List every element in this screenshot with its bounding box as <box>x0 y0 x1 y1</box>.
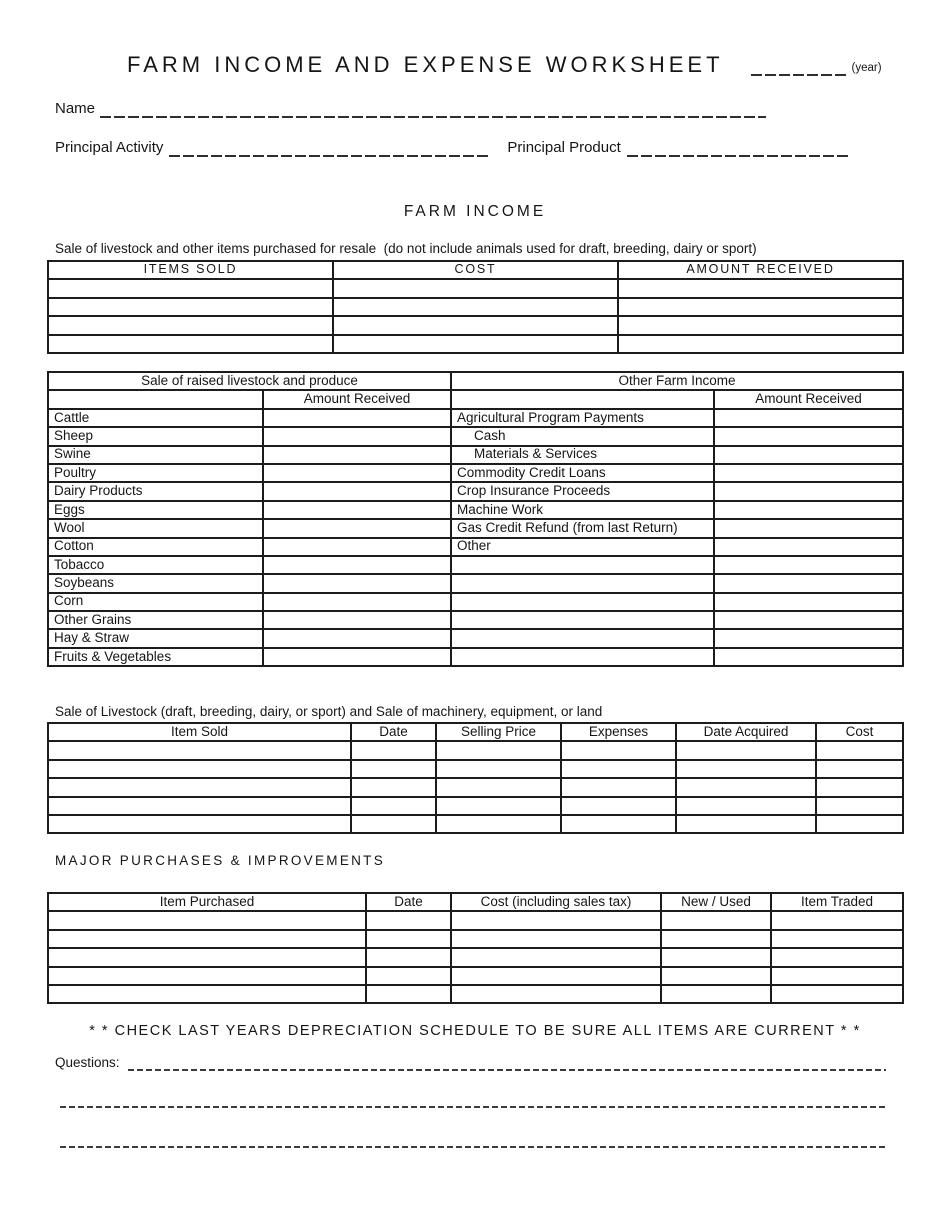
blank-cell <box>661 967 771 985</box>
row-label-cell: Cotton <box>48 538 263 556</box>
table-row <box>48 911 903 929</box>
blank-cell <box>451 967 661 985</box>
column-header: Date Acquired <box>676 723 816 741</box>
blank-cell <box>436 778 561 796</box>
row-label-cell: Cattle <box>48 409 263 427</box>
blank-cell <box>366 930 451 948</box>
table-row <box>48 464 903 482</box>
table-row <box>48 741 903 759</box>
questions-blank-line <box>128 1055 886 1071</box>
column-header: Cost <box>816 723 903 741</box>
livestock-sale-table <box>47 722 904 834</box>
table-row <box>48 611 903 629</box>
blank-cell <box>714 519 903 537</box>
column-header-amount-received: AMOUNT RECEIVED <box>618 261 903 279</box>
blank-cell <box>816 778 903 796</box>
blank-cell <box>351 815 436 833</box>
blank-cell <box>661 948 771 966</box>
table-row <box>48 519 903 537</box>
depreciation-note: * * CHECK LAST YEARS DEPRECIATION SCHEDULE TO BE SURE ALL ITEMS ARE CURRENT * * <box>89 1023 861 1039</box>
row-label-cell: Corn <box>48 593 263 611</box>
blank-cell <box>263 611 451 629</box>
blank-cell <box>676 815 816 833</box>
row-label-cell: Tobacco <box>48 556 263 574</box>
blank-cell <box>263 446 451 464</box>
table-subheader-row <box>48 390 903 408</box>
blank-cell <box>714 648 903 666</box>
blank-cell <box>714 611 903 629</box>
blank-cell <box>48 967 366 985</box>
blank-cell <box>333 279 618 297</box>
blank-cell <box>714 501 903 519</box>
table-row <box>48 298 903 316</box>
blank-cell <box>618 335 903 353</box>
blank-cell <box>661 985 771 1003</box>
blank-cell <box>714 593 903 611</box>
column-header: Item Sold <box>48 723 351 741</box>
blank-cell <box>714 482 903 500</box>
row-label-cell: Crop Insurance Proceeds <box>451 482 714 500</box>
blank-cell <box>48 760 351 778</box>
resale-caption: Sale of livestock and other items purchased for resale (do not include animals used for draft, breeding, dairy or sport) <box>55 241 757 256</box>
blank-cell <box>48 948 366 966</box>
blank-cell <box>451 556 714 574</box>
blank-cell <box>48 815 351 833</box>
blank-cell <box>618 298 903 316</box>
blank-cell <box>351 741 436 759</box>
blank-cell <box>771 911 903 929</box>
questions-label: Questions: <box>55 1055 120 1070</box>
column-header: Item Traded <box>771 893 903 911</box>
blank-cell <box>661 911 771 929</box>
blank-cell <box>48 930 366 948</box>
blank-cell <box>436 760 561 778</box>
principal-activity-blank-line <box>169 139 489 157</box>
blank-cell <box>676 778 816 796</box>
blank-cell <box>263 538 451 556</box>
blank-cell <box>561 741 676 759</box>
blank-cell <box>263 629 451 647</box>
column-header-items-sold: ITEMS SOLD <box>48 261 333 279</box>
column-header: Expenses <box>561 723 676 741</box>
row-label-cell: Eggs <box>48 501 263 519</box>
principal-row <box>55 139 849 157</box>
name-blank-line <box>100 100 766 118</box>
table-row <box>48 778 903 796</box>
column-header: Item Purchased <box>48 893 366 911</box>
table-row <box>48 648 903 666</box>
row-label-cell: Swine <box>48 446 263 464</box>
blank-cell <box>771 985 903 1003</box>
blank-cell <box>333 298 618 316</box>
blank-cell <box>451 390 714 408</box>
blank-cell <box>263 409 451 427</box>
blank-cell <box>618 316 903 334</box>
row-label-cell: Agricultural Program Payments <box>451 409 714 427</box>
row-label-cell: Materials & Services <box>451 446 714 464</box>
table-row <box>48 930 903 948</box>
amount-received-header: Amount Received <box>714 390 903 408</box>
blank-cell <box>263 501 451 519</box>
major-purchases-table <box>47 892 904 1004</box>
blank-cell <box>48 279 333 297</box>
table-row <box>48 967 903 985</box>
year-label: (year) <box>851 62 882 75</box>
table-row <box>48 279 903 297</box>
row-label-cell: Other Grains <box>48 611 263 629</box>
blank-cell <box>263 556 451 574</box>
blank-cell <box>333 335 618 353</box>
row-label-cell: Sheep <box>48 427 263 445</box>
column-header: Cost (including sales tax) <box>451 893 661 911</box>
blank-cell <box>366 948 451 966</box>
table-row <box>48 335 903 353</box>
resale-table <box>47 260 904 354</box>
blank-cell <box>351 760 436 778</box>
blank-cell <box>263 427 451 445</box>
blank-cell <box>263 648 451 666</box>
blank-cell <box>48 985 366 1003</box>
blank-cell <box>676 741 816 759</box>
row-label-cell: Hay & Straw <box>48 629 263 647</box>
amount-received-header: Amount Received <box>263 390 451 408</box>
blank-cell <box>771 967 903 985</box>
blank-cell <box>436 797 561 815</box>
row-label-cell: Commodity Credit Loans <box>451 464 714 482</box>
principal-activity-label: Principal Activity <box>55 139 164 156</box>
blank-cell <box>816 815 903 833</box>
questions-row <box>55 1055 886 1071</box>
table-row <box>48 446 903 464</box>
blank-cell <box>451 648 714 666</box>
blank-cell <box>451 948 661 966</box>
name-row <box>55 100 766 118</box>
row-label-cell: Poultry <box>48 464 263 482</box>
blank-cell <box>48 911 366 929</box>
blank-cell <box>48 316 333 334</box>
row-label-cell: Other <box>451 538 714 556</box>
table-row <box>48 985 903 1003</box>
table-row <box>48 409 903 427</box>
blank-cell <box>714 446 903 464</box>
table-header-row <box>48 261 903 279</box>
blank-cell <box>714 538 903 556</box>
blank-cell <box>436 741 561 759</box>
blank-cell <box>263 593 451 611</box>
blank-cell <box>771 930 903 948</box>
blank-cell <box>661 930 771 948</box>
questions-blank-line <box>60 1146 886 1148</box>
blank-cell <box>263 464 451 482</box>
blank-cell <box>676 797 816 815</box>
blank-cell <box>263 574 451 592</box>
blank-cell <box>561 760 676 778</box>
table-header-row <box>48 723 903 741</box>
blank-cell <box>714 427 903 445</box>
blank-cell <box>366 911 451 929</box>
blank-cell <box>366 967 451 985</box>
farm-income-heading: FARM INCOME <box>403 203 547 220</box>
principal-product-blank-line <box>627 139 849 157</box>
blank-cell <box>714 409 903 427</box>
page-title: FARM INCOME AND EXPENSE WORKSHEET <box>127 52 724 77</box>
title-row <box>127 54 882 76</box>
row-label-cell: Gas Credit Refund (from last Return) <box>451 519 714 537</box>
other-farm-income-header: Other Farm Income <box>451 372 903 390</box>
blank-cell <box>714 464 903 482</box>
row-label-cell: Cash <box>451 427 714 445</box>
table-row <box>48 556 903 574</box>
year-blank-line <box>751 58 848 76</box>
blank-cell <box>263 519 451 537</box>
raised-and-other-income-table <box>47 371 904 667</box>
blank-cell <box>561 797 676 815</box>
row-label-cell: Wool <box>48 519 263 537</box>
blank-cell <box>714 629 903 647</box>
blank-cell <box>451 629 714 647</box>
blank-cell <box>714 556 903 574</box>
blank-cell <box>48 741 351 759</box>
table-row <box>48 797 903 815</box>
table-row <box>48 593 903 611</box>
blank-cell <box>451 593 714 611</box>
major-purchases-heading: MAJOR PURCHASES & IMPROVEMENTS <box>55 853 386 868</box>
blank-cell <box>48 778 351 796</box>
table-row <box>48 574 903 592</box>
column-header: Date <box>351 723 436 741</box>
blank-cell <box>451 911 661 929</box>
blank-cell <box>561 815 676 833</box>
column-header: Date <box>366 893 451 911</box>
blank-cell <box>816 760 903 778</box>
table-row <box>48 482 903 500</box>
blank-cell <box>263 482 451 500</box>
table-header-row <box>48 893 903 911</box>
column-header-cost: COST <box>333 261 618 279</box>
blank-cell <box>451 985 661 1003</box>
name-label: Name <box>55 100 96 117</box>
raised-livestock-header: Sale of raised livestock and produce <box>48 372 451 390</box>
livestock-sale-caption: Sale of Livestock (draft, breeding, dairy, or sport) and Sale of machinery, equipment, or land <box>55 704 603 719</box>
table-row <box>48 629 903 647</box>
row-label-cell: Soybeans <box>48 574 263 592</box>
blank-cell <box>48 797 351 815</box>
blank-cell <box>451 611 714 629</box>
row-label-cell: Fruits & Vegetables <box>48 648 263 666</box>
column-header: Selling Price <box>436 723 561 741</box>
table-row <box>48 316 903 334</box>
blank-cell <box>561 778 676 796</box>
blank-cell <box>771 948 903 966</box>
column-header: New / Used <box>661 893 771 911</box>
blank-cell <box>816 797 903 815</box>
questions-blank-line <box>60 1106 886 1108</box>
table-row <box>48 760 903 778</box>
table-header-row <box>48 372 903 390</box>
table-row <box>48 427 903 445</box>
table-row <box>48 815 903 833</box>
table-row <box>48 538 903 556</box>
blank-cell <box>366 985 451 1003</box>
blank-cell <box>351 778 436 796</box>
blank-cell <box>48 390 263 408</box>
principal-product-label: Principal Product <box>507 139 621 156</box>
blank-cell <box>351 797 436 815</box>
blank-cell <box>48 335 333 353</box>
blank-cell <box>436 815 561 833</box>
blank-cell <box>676 760 816 778</box>
table-row <box>48 501 903 519</box>
blank-cell <box>451 574 714 592</box>
blank-cell <box>333 316 618 334</box>
table-row <box>48 948 903 966</box>
blank-cell <box>714 574 903 592</box>
blank-cell <box>451 930 661 948</box>
blank-cell <box>48 298 333 316</box>
blank-cell <box>816 741 903 759</box>
row-label-cell: Dairy Products <box>48 482 263 500</box>
blank-cell <box>618 279 903 297</box>
row-label-cell: Machine Work <box>451 501 714 519</box>
